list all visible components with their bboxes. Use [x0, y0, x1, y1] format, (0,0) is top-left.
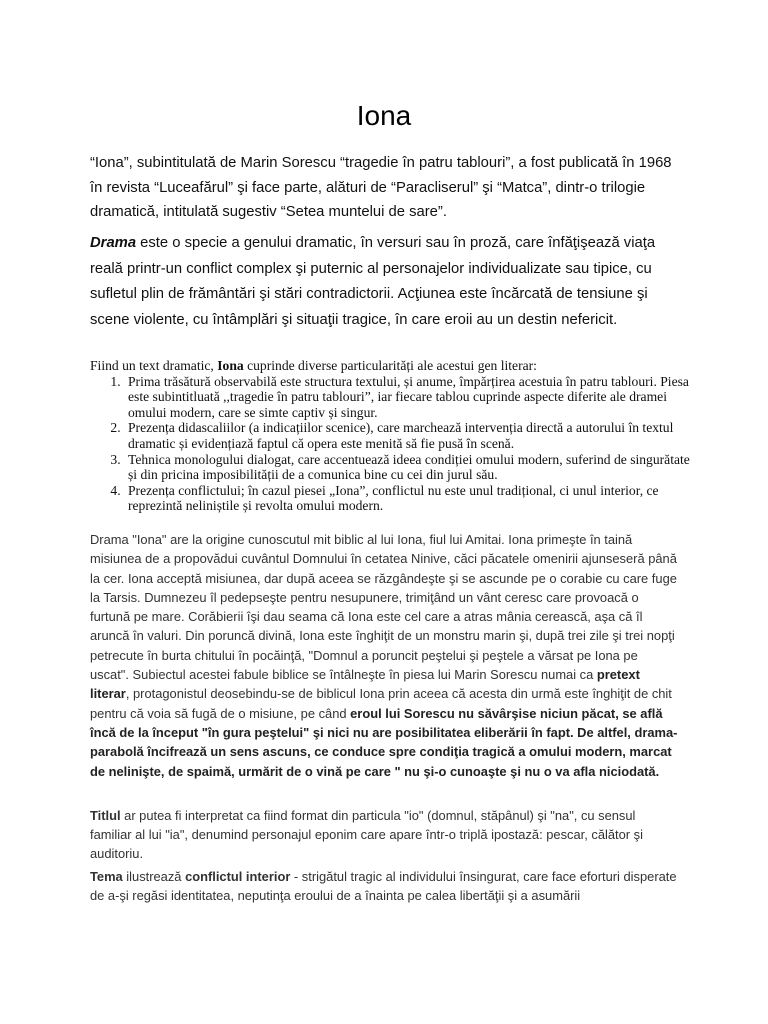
- features-intro-text-after: cuprinde diverse particularități ale acestui gen literar:: [243, 358, 537, 373]
- story-bold-2: eroul lui Sorescu nu săvârşise niciun păcat, se află încă de la început "în gura peştelui" şi nici nu are posibilitatea eliberării în fapt. De altfel, drama-parabolă încifrează un sens ascuns, ce conduce spre condiţia tragică a omului modern, marcat de nelinişte, de spaimă, urmărit de o vină pe care " nu şi-o cunoaşte şi nu o va afla niciodată.: [90, 705, 678, 779]
- tema-term: Tema: [90, 869, 123, 884]
- list-item: 3. Tehnica monologului dialogat, care accentuează ideea condiției omului modern, suferind de singurătate și din pricina imposibilității de a comunica bine cu cei din jurul său.: [124, 452, 690, 483]
- titlu-text: ar putea fi interpretat ca fiind format din particula "io" (domnul, stăpânul) şi "na", cu sensul familiar al lui "ia", denumind personajul eponim care apare într-o triplă ipostază: pescar, călător şi auditoriu.: [90, 808, 643, 861]
- story-text-2: , protagonistul deosebindu-se de biblicul Iona prin aceea că acesta din urmă este înghiţit de chit pentru că voia să fugă de o misiune, pe când: [90, 686, 672, 721]
- drama-text: este o specie a genului dramatic, în versuri sau în proză, care înfăţişează viaţa reală printr-un conflict complex şi puternic al personajelor individualizate sau tipice, cu sufletul plin de frământări şi stări contradictorii. Acţiunea este încărcată de tensiune şi scene violente, cu întâmplări şi situaţii tragice, în care eroii au un destin nefericit.: [90, 235, 656, 329]
- tema-text-1: ilustrează: [122, 869, 186, 884]
- story-paragraph: [90, 530, 680, 781]
- list-item: 2. Prezența didascaliilor (a indicațiilor scenice), care marchează intervenția directă a autorului în textul dramatic și evidențiază faptul că opera este menită să fie pusă în scenă.: [124, 420, 690, 451]
- story-text-1: Drama "Iona" are la origine cunoscutul mit biblic al lui Iona, fiul lui Amitai. Iona primeşte în taină misiunea de a propovădui cuvântul Domnului în cetatea Ninive, căci păcatele omenirii ajunseseră până la cer. Iona acceptă misiunea, dar după aceea se răzgândeşte şi se ascunde pe o corabie cu care fuge la Tarsis. Dumnezeu îl pedepseşte pentru nesupunere, trimiţând un vânt ceresc care provoacă o furtună pe mare. Corăbierii îşi dau seama că Iona este cel care a atras mânia cerească, aşa că îl aruncă în valuri. Din poruncă divină, Iona este înghiţit de un monstru marin şi, după trei zile şi trei nopţi petrecute în burta chitului în pocăinţă, "Domnul a poruncit peştelui şi peştele a vărsat pe Iona pe uscat". Subiectul acestei fabule biblice se întâlneşte în piesa lui Marin Sorescu numai ca: [90, 532, 677, 683]
- features-list: [124, 374, 690, 514]
- tema-bold: conflictul interior: [185, 869, 291, 884]
- drama-term: Drama: [90, 235, 137, 251]
- titlu-term: Titlul: [90, 808, 121, 823]
- story-bold-1: pretext literar: [90, 667, 640, 702]
- page-title: Iona: [356, 100, 412, 131]
- features-section: [90, 358, 690, 514]
- list-item: 1. Prima trăsătură observabilă este structura textului, și anume, împărțirea acestuia în patru tablouri. Piesa este subintitluată ,,tragedie în patru tablouri”, iar fiecare tablou cuprinde aspecte diferite ale dramei omului modern, care se simte captiv și singur.: [124, 374, 690, 421]
- tema-text-2: - strigătul tragic al individului însingurat, care face eforturi disperate de a-şi regăsi identitatea, neputinţa eroului de a înainta pe calea libertăţii şi a asumării: [90, 869, 677, 903]
- drama-definition-paragraph: [90, 231, 682, 334]
- features-intro-bold: Iona: [217, 358, 244, 373]
- title-meaning-paragraph: [90, 806, 680, 863]
- theme-paragraph: [90, 867, 686, 905]
- list-item: 4. Prezența conflictului; în cazul piesei „Iona”, conflictul nu este unul tradițional, ci unul interior, ce reprezintă neliniștile și revolta omului modern.: [124, 483, 690, 514]
- features-intro-text: Fiind un text dramatic,: [90, 358, 218, 373]
- features-intro: [90, 358, 690, 374]
- intro-paragraph: “Iona”, subintitulată de Marin Sorescu “tragedie în patru tablouri”, a fost publicată în 1968 în revista “Luceafărul” şi face parte, alături de “Paracliserul” şi “Matca”, dintr-o trilogie dramatică, intitulată sugestiv “Setea muntelui de sare”.: [90, 155, 672, 220]
